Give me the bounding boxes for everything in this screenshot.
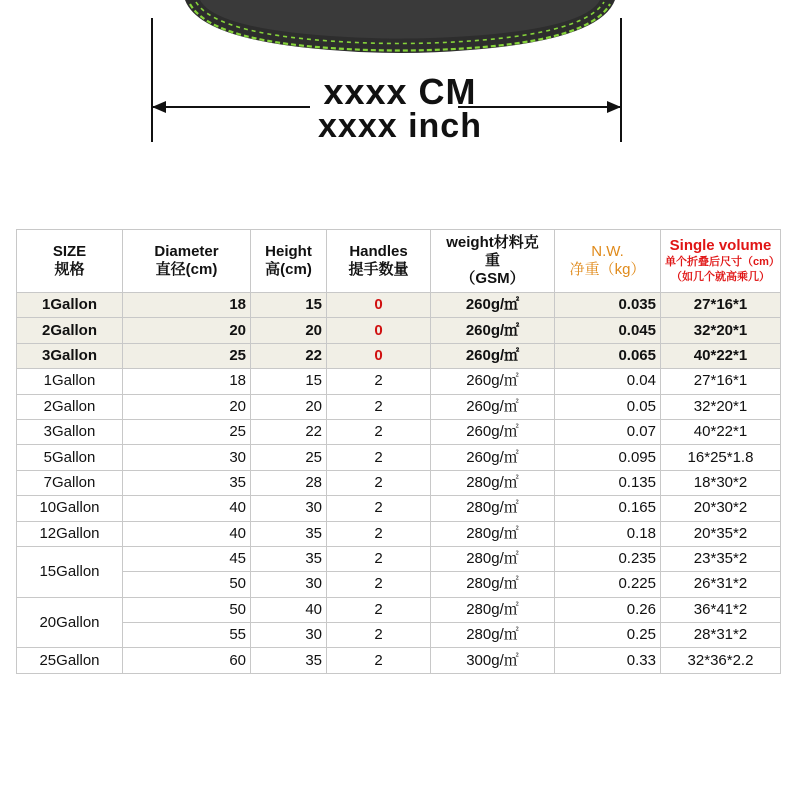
table-row bbox=[17, 597, 781, 622]
cell-handles: 0 bbox=[327, 293, 431, 318]
cell-weight-gsm: 260g/㎡ bbox=[431, 293, 555, 318]
cell-diameter: 18 bbox=[123, 369, 251, 394]
cell-diameter: 20 bbox=[123, 394, 251, 419]
gsm-unit: g/㎡ bbox=[491, 524, 519, 542]
cell-single-volume: 32*20*1 bbox=[661, 394, 781, 419]
gsm-unit: g/㎡ bbox=[491, 575, 519, 593]
cell-net-weight: 0.07 bbox=[555, 419, 661, 444]
gsm-unit: g/㎡ bbox=[491, 600, 519, 618]
cell-single-volume: 16*25*1.8 bbox=[661, 445, 781, 470]
gsm-unit: g/㎡ bbox=[491, 473, 519, 491]
table-row bbox=[17, 623, 781, 648]
cell-net-weight: 0.26 bbox=[555, 597, 661, 622]
cell-size: 12Gallon bbox=[17, 521, 123, 546]
table-row bbox=[17, 546, 781, 571]
table-row bbox=[17, 419, 781, 444]
cell-weight-gsm: 260g/㎡ bbox=[431, 343, 555, 368]
cell-size: 10Gallon bbox=[17, 496, 123, 521]
cell-diameter: 25 bbox=[123, 419, 251, 444]
cell-size: 5Gallon bbox=[17, 445, 123, 470]
gsm-unit: g/㎡ bbox=[491, 499, 519, 517]
cell-net-weight: 0.33 bbox=[555, 648, 661, 673]
cell-handles: 0 bbox=[327, 318, 431, 343]
cell-diameter: 50 bbox=[123, 572, 251, 597]
gsm-unit: g/㎡ bbox=[490, 346, 520, 364]
table-row bbox=[17, 445, 781, 470]
cell-height: 30 bbox=[251, 496, 327, 521]
cell-single-volume: 18*30*2 bbox=[661, 470, 781, 495]
cell-net-weight: 0.18 bbox=[555, 521, 661, 546]
cell-weight-gsm: 260g/㎡ bbox=[431, 369, 555, 394]
cell-height: 28 bbox=[251, 470, 327, 495]
cell-single-volume: 36*41*2 bbox=[661, 597, 781, 622]
cell-size: 3Gallon bbox=[17, 343, 123, 368]
cell-height: 35 bbox=[251, 546, 327, 571]
cell-weight-gsm: 280g/㎡ bbox=[431, 623, 555, 648]
cell-size: 2Gallon bbox=[17, 394, 123, 419]
gsm-unit: g/㎡ bbox=[490, 321, 520, 339]
cell-single-volume: 20*30*2 bbox=[661, 496, 781, 521]
cell-weight-gsm: 280g/㎡ bbox=[431, 546, 555, 571]
cell-net-weight: 0.095 bbox=[555, 445, 661, 470]
cell-height: 35 bbox=[251, 648, 327, 673]
cell-size: 1Gallon bbox=[17, 293, 123, 318]
cell-height: 22 bbox=[251, 343, 327, 368]
table-row bbox=[17, 496, 781, 521]
size-spec-table bbox=[16, 229, 781, 674]
cell-single-volume: 26*31*2 bbox=[661, 572, 781, 597]
cell-handles: 2 bbox=[327, 369, 431, 394]
cell-weight-gsm: 280g/㎡ bbox=[431, 597, 555, 622]
cell-weight-gsm: 280g/㎡ bbox=[431, 470, 555, 495]
table-row bbox=[17, 394, 781, 419]
cell-handles: 2 bbox=[327, 572, 431, 597]
cell-weight-gsm: 260g/㎡ bbox=[431, 419, 555, 444]
cell-single-volume: 23*35*2 bbox=[661, 546, 781, 571]
cell-diameter: 18 bbox=[123, 293, 251, 318]
gsm-unit: g/㎡ bbox=[491, 397, 519, 415]
cell-size: 3Gallon bbox=[17, 419, 123, 444]
cell-handles: 2 bbox=[327, 470, 431, 495]
cell-height: 20 bbox=[251, 394, 327, 419]
cell-diameter: 45 bbox=[123, 546, 251, 571]
cell-weight-gsm: 260g/㎡ bbox=[431, 394, 555, 419]
cell-diameter: 60 bbox=[123, 648, 251, 673]
cell-handles: 0 bbox=[327, 343, 431, 368]
cell-net-weight: 0.04 bbox=[555, 369, 661, 394]
gsm-unit: g/㎡ bbox=[491, 550, 519, 568]
cell-weight-gsm: 280g/㎡ bbox=[431, 496, 555, 521]
cell-size: 2Gallon bbox=[17, 318, 123, 343]
cell-height: 22 bbox=[251, 419, 327, 444]
header-single-volume: Single volume 单个折叠后尺寸（cm） （如几个就高乘几） bbox=[661, 230, 781, 293]
table-row bbox=[17, 521, 781, 546]
cell-net-weight: 0.165 bbox=[555, 496, 661, 521]
cell-size: 15Gallon bbox=[17, 546, 123, 597]
dimension-label-cm: xxxx CM bbox=[323, 71, 477, 112]
cell-net-weight: 0.135 bbox=[555, 470, 661, 495]
cell-net-weight: 0.045 bbox=[555, 318, 661, 343]
gsm-unit: g/㎡ bbox=[491, 372, 519, 390]
cell-net-weight: 0.035 bbox=[555, 293, 661, 318]
cell-handles: 2 bbox=[327, 623, 431, 648]
header-net-weight: N.W. 净重（kg） bbox=[555, 230, 661, 293]
cell-diameter: 40 bbox=[123, 521, 251, 546]
cell-single-volume: 28*31*2 bbox=[661, 623, 781, 648]
cell-handles: 2 bbox=[327, 521, 431, 546]
cell-size: 7Gallon bbox=[17, 470, 123, 495]
cell-weight-gsm: 260g/㎡ bbox=[431, 318, 555, 343]
cell-diameter: 30 bbox=[123, 445, 251, 470]
cell-handles: 2 bbox=[327, 597, 431, 622]
gsm-unit: g/㎡ bbox=[491, 448, 519, 466]
cell-handles: 2 bbox=[327, 445, 431, 470]
cell-height: 15 bbox=[251, 293, 327, 318]
table-row bbox=[17, 648, 781, 673]
cell-weight-gsm: 280g/㎡ bbox=[431, 521, 555, 546]
cell-weight-gsm: 260g/㎡ bbox=[431, 445, 555, 470]
dimension-label-inch: xxxx inch bbox=[318, 107, 482, 145]
cell-net-weight: 0.25 bbox=[555, 623, 661, 648]
cell-weight-gsm: 300g/㎡ bbox=[431, 648, 555, 673]
table-row bbox=[17, 369, 781, 394]
cell-weight-gsm: 280g/㎡ bbox=[431, 572, 555, 597]
cell-diameter: 40 bbox=[123, 496, 251, 521]
cell-size: 25Gallon bbox=[17, 648, 123, 673]
cell-diameter: 20 bbox=[123, 318, 251, 343]
cell-single-volume: 27*16*1 bbox=[661, 369, 781, 394]
table-row bbox=[17, 343, 781, 368]
header-size: SIZE 规格 bbox=[17, 230, 123, 293]
table-header-row bbox=[17, 230, 781, 293]
gsm-unit: g/㎡ bbox=[490, 296, 520, 314]
header-height: Height 高(cm) bbox=[251, 230, 327, 293]
cell-height: 20 bbox=[251, 318, 327, 343]
header-weight: weight材料克 重 （GSM） bbox=[431, 230, 555, 293]
cell-height: 30 bbox=[251, 572, 327, 597]
cell-single-volume: 32*20*1 bbox=[661, 318, 781, 343]
cell-net-weight: 0.235 bbox=[555, 546, 661, 571]
cell-diameter: 50 bbox=[123, 597, 251, 622]
cell-height: 40 bbox=[251, 597, 327, 622]
cell-handles: 2 bbox=[327, 648, 431, 673]
cell-height: 25 bbox=[251, 445, 327, 470]
cell-height: 15 bbox=[251, 369, 327, 394]
cell-diameter: 55 bbox=[123, 623, 251, 648]
cell-single-volume: 27*16*1 bbox=[661, 293, 781, 318]
cell-size: 1Gallon bbox=[17, 369, 123, 394]
cell-single-volume: 40*22*1 bbox=[661, 343, 781, 368]
cell-height: 30 bbox=[251, 623, 327, 648]
gsm-unit: g/㎡ bbox=[491, 626, 519, 644]
cell-handles: 2 bbox=[327, 419, 431, 444]
cell-net-weight: 0.065 bbox=[555, 343, 661, 368]
table-row bbox=[17, 293, 781, 318]
cell-diameter: 35 bbox=[123, 470, 251, 495]
cell-handles: 2 bbox=[327, 496, 431, 521]
cell-handles: 2 bbox=[327, 546, 431, 571]
header-diameter: Diameter 直径(cm) bbox=[123, 230, 251, 293]
cell-size: 20Gallon bbox=[17, 597, 123, 648]
cell-net-weight: 0.225 bbox=[555, 572, 661, 597]
cell-height: 35 bbox=[251, 521, 327, 546]
table-body bbox=[17, 293, 781, 674]
cell-single-volume: 20*35*2 bbox=[661, 521, 781, 546]
gsm-unit: g/㎡ bbox=[491, 651, 519, 669]
cell-single-volume: 40*22*1 bbox=[661, 419, 781, 444]
cell-single-volume: 32*36*2.2 bbox=[661, 648, 781, 673]
cell-diameter: 25 bbox=[123, 343, 251, 368]
header-handles: Handles 提手数量 bbox=[327, 230, 431, 293]
table-row bbox=[17, 572, 781, 597]
cell-net-weight: 0.05 bbox=[555, 394, 661, 419]
cell-handles: 2 bbox=[327, 394, 431, 419]
table-row bbox=[17, 470, 781, 495]
gsm-unit: g/㎡ bbox=[491, 423, 519, 441]
table-row bbox=[17, 318, 781, 343]
